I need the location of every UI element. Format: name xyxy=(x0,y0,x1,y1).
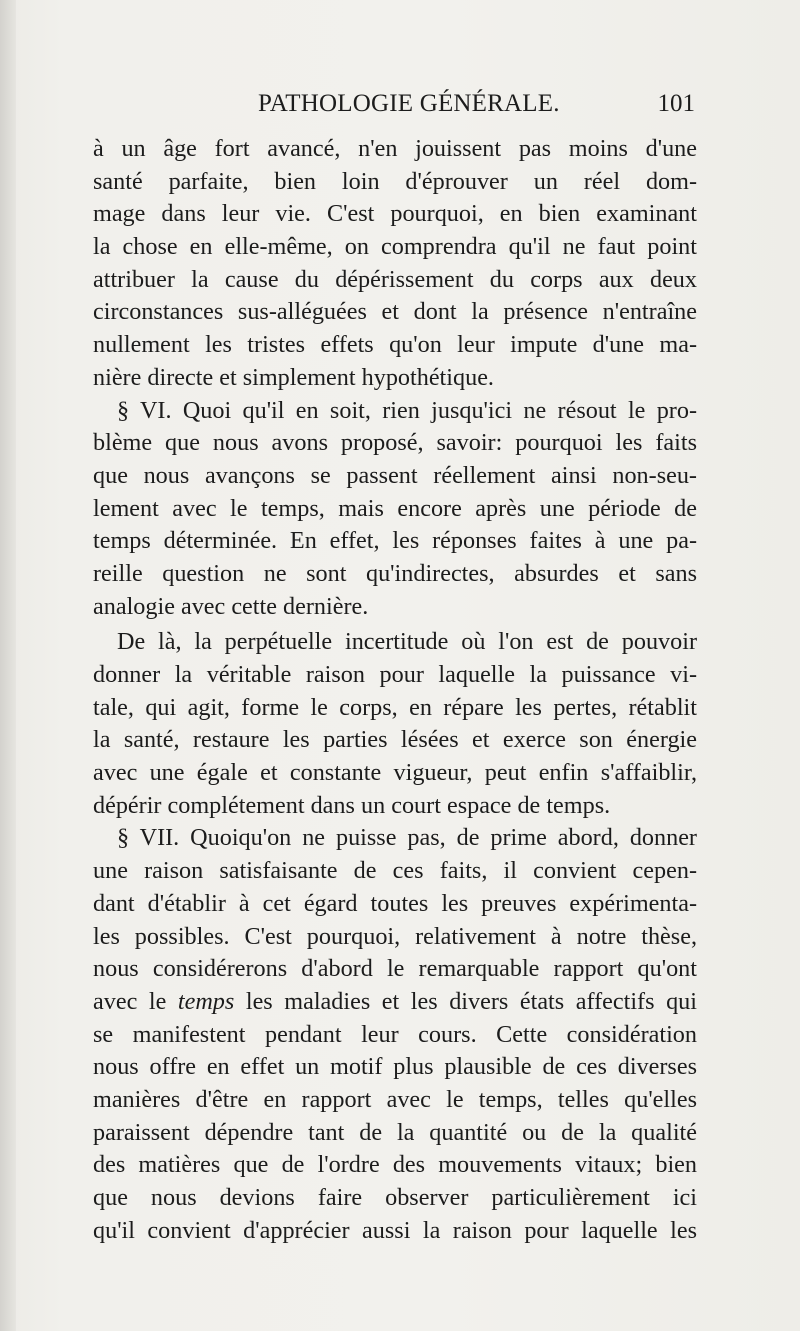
section-vii-start: § VII. Quoiqu'on ne puisse pas, de prime abord, donner xyxy=(117,824,697,852)
text-line: santé parfaite, bien loin d'éprouver un réel dom- xyxy=(93,167,697,195)
text-line: analogie avec cette dernière. xyxy=(93,592,369,620)
emphasized-word: temps xyxy=(177,987,235,1015)
page-number: 101 xyxy=(657,90,695,117)
text-line: avec une égale et constante vigueur, peut enfin s'affaiblir, xyxy=(93,759,697,787)
text-line: reille question ne sont qu'indirectes, absurdes et sans xyxy=(93,559,697,587)
text-line: circonstances sus-alléguées et dont la présence n'entraîne xyxy=(93,298,697,326)
text-line: les possibles. C'est pourquoi, relativement à notre thèse, xyxy=(93,922,697,950)
text-line: lement avec le temps, mais encore après une période de xyxy=(93,494,697,522)
text-line: se manifestent pendant leur cours. Cette considération xyxy=(93,1020,697,1048)
text-line: attribuer la cause du dépérissement du corps aux deux xyxy=(93,265,697,293)
text-line: une raison satisfaisante de ces faits, il convient cepen- xyxy=(93,857,697,885)
text-line: temps déterminée. En effet, les réponses faites à une pa- xyxy=(93,527,697,555)
text-line: paraissent dépendre tant de la quantité ou de la qualité xyxy=(93,1118,697,1146)
text-line: tale, qui agit, forme le corps, en répare les pertes, rétablit xyxy=(93,693,697,721)
text-line: nière directe et simplement hypothétique. xyxy=(93,363,494,391)
text-line: qu'il convient d'apprécier aussi la raison pour laquelle les xyxy=(93,1216,697,1244)
text-line: à un âge fort avancé, n'en jouissent pas moins d'une xyxy=(93,135,697,162)
text-line: nous offre en effet un motif plus plausible de ces diverses xyxy=(93,1053,697,1081)
line-text-after: les maladies et les divers états affectifs qui xyxy=(234,987,697,1015)
text-line: manières d'être en rapport avec le temps, telles qu'elles xyxy=(93,1085,697,1113)
text-line: que nous avançons se passent réellement ainsi non-seu- xyxy=(93,461,697,489)
text-line: la chose en elle-même, on comprendra qu'il ne faut point xyxy=(93,233,697,261)
page-header xyxy=(100,90,700,126)
body-text xyxy=(93,133,697,1247)
running-head: PATHOLOGIE GÉNÉRALE. xyxy=(258,90,560,117)
paragraph-start: De là, la perpétuelle incertitude où l'on est de pouvoir xyxy=(117,628,697,656)
line-text-before: avec le xyxy=(93,987,178,1015)
text-line-with-emphasis xyxy=(93,986,697,1019)
page-gutter-shadow xyxy=(0,0,16,1331)
text-line: que nous devions faire observer particulièrement ici xyxy=(93,1184,697,1211)
text-line: dant d'établir à cet égard toutes les preuves expérimenta- xyxy=(93,889,697,917)
text-line: nous considérerons d'abord le remarquable rapport qu'ont xyxy=(93,955,697,983)
text-line: dépérir complétement dans un court espace de temps. xyxy=(93,791,611,819)
text-line: des matières que de l'ordre des mouvements vitaux; bien xyxy=(93,1151,697,1179)
text-line: nullement les tristes effets qu'on leur impute d'une ma- xyxy=(93,331,697,359)
text-line: mage dans leur vie. C'est pourquoi, en bien examinant xyxy=(93,200,697,228)
text-line: blème que nous avons proposé, savoir: pourquoi les faits xyxy=(93,429,697,457)
section-vi-start: § VI. Quoi qu'il en soit, rien jusqu'ici ne résout le pro- xyxy=(117,396,697,424)
text-line: donner la véritable raison pour laquelle la puissance vi- xyxy=(93,661,697,688)
text-line: la santé, restaure les parties lésées et exerce son énergie xyxy=(93,726,697,754)
